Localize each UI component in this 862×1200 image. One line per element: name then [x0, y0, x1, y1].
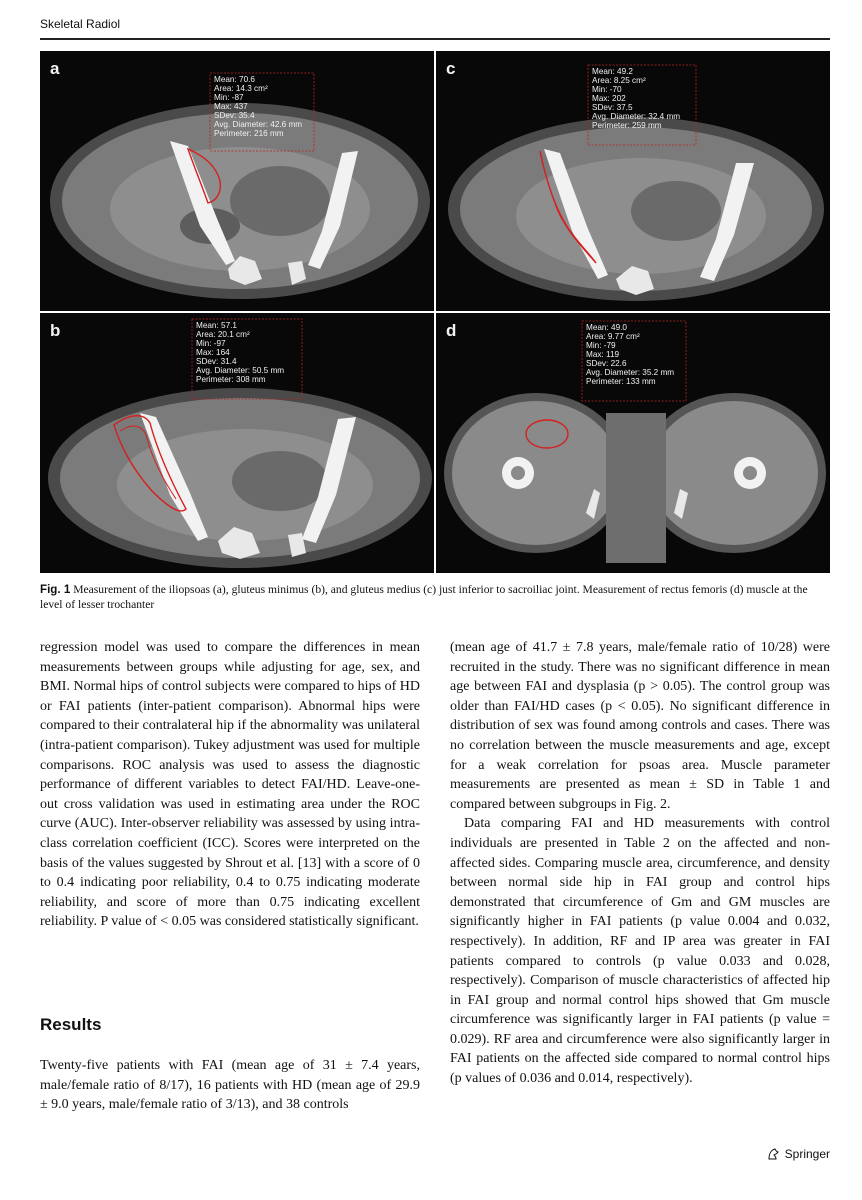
ct-image-b: [40, 313, 434, 573]
stat-mean-c: Mean: 49.2: [592, 67, 633, 76]
stat-sdev-c: SDev: 37.5: [592, 103, 633, 112]
stat-diameter-c: Avg. Diameter: 32.4 mm: [592, 112, 681, 121]
stat-perimeter-a: Perimeter: 216 mm: [214, 129, 284, 138]
stat-sdev-d: SDev: 22.6: [586, 359, 627, 368]
panel-c: [436, 51, 830, 311]
right-column: [450, 638, 830, 1089]
figure-1: [40, 51, 830, 575]
panel-label-d: d: [446, 321, 457, 340]
stat-area-b: Area: 20.1 cm²: [196, 330, 250, 339]
results-paragraph: Twenty-five patients with FAI (mean age of 31 ± 7.4 years, male/female ratio of 8/17), 16 patients with HD (mean age of 29.9 ± 9.0 years, male/female ratio of 3/13), and 38 controls: [40, 1058, 420, 1113]
stat-min-c: Min: -70: [592, 85, 622, 94]
springer-horse-icon: [766, 1147, 780, 1161]
stat-diameter-d: Avg. Diameter: 35.2 mm: [586, 368, 675, 377]
results-continued-paragraph: (mean age of 41.7 ± 7.8 years, male/female ratio of 10/28) were recruited in the study. There was no significant difference in mean age between FAI and dysplasia (p > 0.05). The control group was older than FAI/HD cases (p < 0.05). No significant difference in distribution of sex was found among controls and cases. There was no correlation between the muscle measurements and age, except for a weak correlation for psoas area. Muscle parameter measurements are presented as mean ± SD in Table 1 and compared between subgroups in Fig. 2.: [450, 640, 830, 812]
publisher-name: Springer: [784, 1147, 830, 1161]
stat-mean-b: Mean: 57.1: [196, 321, 237, 330]
stat-sdev-a: SDev: 35.4: [214, 111, 255, 120]
stat-diameter-b: Avg. Diameter: 50.5 mm: [196, 366, 285, 375]
stat-max-d: Max: 119: [586, 350, 620, 359]
stat-sdev-b: SDev: 31.4: [196, 357, 237, 366]
stat-mean-a: Mean: 70.6: [214, 75, 255, 84]
ct-image-d: [436, 313, 830, 573]
header-rule: [40, 38, 830, 40]
caption-label: Fig. 1: [40, 583, 71, 596]
journal-header: Skeletal Radiol: [40, 17, 121, 31]
results-heading: Results: [40, 1015, 102, 1034]
stat-min-b: Min: -97: [196, 339, 226, 348]
panel-label-b: b: [50, 321, 61, 340]
stat-perimeter-b: Perimeter: 308 mm: [196, 375, 266, 384]
ct-image-a: [40, 51, 434, 311]
stat-max-c: Max: 202: [592, 94, 626, 103]
stat-max-a: Max: 437: [214, 102, 248, 111]
panel-a: [40, 51, 434, 311]
left-column: [40, 638, 420, 932]
results-paragraph-2: Data comparing FAI and HD measurements with control individuals are presented in Table 2 on the affected and non-affected sides. Comparing muscle area, circumference, and density between normal side hip in FAI group and control hips demonstrated that circumference of Gm and GM muscles are significantly higher in FAI patients (p value 0.004 and 0.032, respectively). In addition, RF and IP area was greater in FAI patients compared to controls (p value 0.033 and 0.028, respectively). Comparison of muscle characteristics of affected hip in FAI group and normal control hips showed that Gm muscle circumference was significantly larger in FAI patients (p value = 0.029). RF area and circumference were also significantly larger in FAI patients on the affected side compared to normal control hips (p values of 0.036 and 0.014, respectively).: [450, 816, 830, 1087]
panel-b: [40, 313, 434, 573]
stat-max-b: Max: 164: [196, 348, 230, 357]
stat-diameter-a: Avg. Diameter: 42.6 mm: [214, 120, 303, 129]
stat-perimeter-c: Perimeter: 259 mm: [592, 121, 662, 130]
publisher-logo: [766, 1147, 830, 1161]
panel-d: [436, 313, 830, 573]
methods-paragraph: regression model was used to compare the differences in mean measurements between groups while adjusting for age, sex, and BMI. Normal hips of control subjects were compared to hips of HD or FAI patients (inter-patient comparison). Abnormal hips were compared to their contralateral hip if the abnormality was unilateral (intra-patient comparison). Tukey adjustment was used for multiple comparisons. ROC analysis was used to assess the diagnostic performance of different variables to detect FAI/HD. Leave-one-out cross validation was used in estimating area under the ROC curve (AUC). Inter-observer reliability was assessed by using intra-class correlation coefficient (ICC). Scores were interpreted on the basis of the values suggested by Shrout et al. [13] with a score of 0 to 0.4 indicating poor reliability, 0.4 to 0.75 indicating moderate reliability, and score of more than 0.75 indicating excellent reliability. P value of < 0.05 was considered statistically significant.: [40, 640, 420, 930]
stat-area-d: Area: 9.77 cm²: [586, 332, 640, 341]
caption-text: Measurement of the iliopsoas (a), gluteus minimus (b), and gluteus medius (c) just inferior to sacroiliac joint. Measurement of rectus femoris (d) muscle at the level of lesser trochanter: [40, 583, 808, 611]
ct-image-c: [436, 51, 830, 311]
panel-label-a: a: [50, 59, 60, 78]
stat-min-a: Min: -87: [214, 93, 244, 102]
stat-perimeter-d: Perimeter: 133 mm: [586, 377, 656, 386]
figure-caption: [40, 583, 832, 612]
stat-min-d: Min: -79: [586, 341, 616, 350]
stat-area-a: Area: 14.3 cm²: [214, 84, 268, 93]
stat-mean-d: Mean: 49.0: [586, 323, 627, 332]
panel-label-c: c: [446, 59, 456, 78]
stat-area-c: Area: 8.25 cm²: [592, 76, 646, 85]
